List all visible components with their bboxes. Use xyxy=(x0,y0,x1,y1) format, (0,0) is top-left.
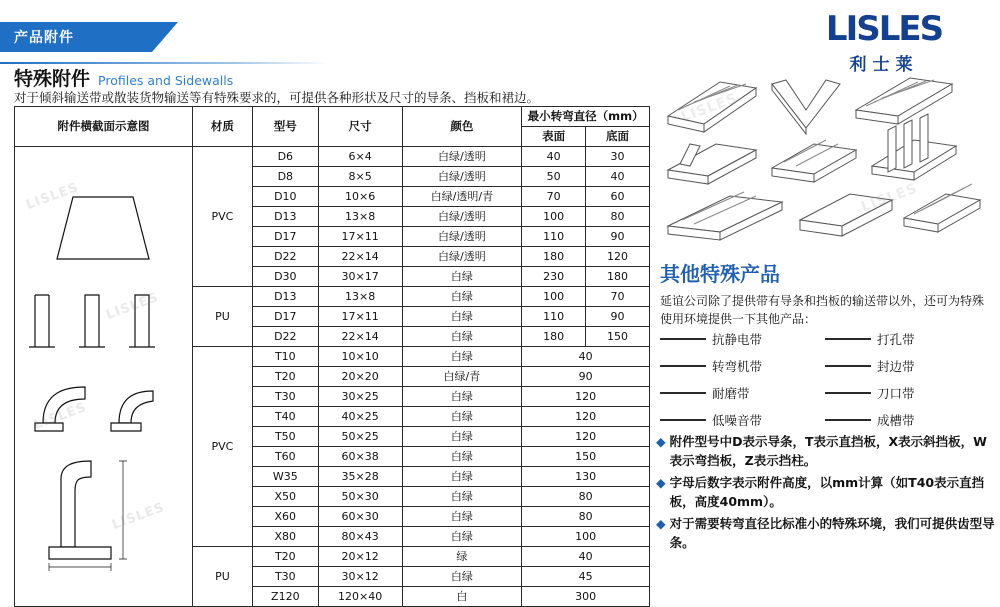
size-cell: 35×28 xyxy=(318,467,402,487)
product-list-item-label: 耐磨带 xyxy=(712,386,750,401)
size-cell: 40×25 xyxy=(318,407,402,427)
other-products-title: 其他特殊产品 xyxy=(660,262,780,286)
model-cell: D8 xyxy=(252,167,318,187)
surface-radius-cell: 110 xyxy=(522,307,586,327)
radius-cell: 120 xyxy=(522,407,650,427)
bottom-radius-cell: 70 xyxy=(586,287,650,307)
material-cell: PVC xyxy=(192,347,252,547)
note-item xyxy=(656,432,996,471)
product-list-item-label: 封边带 xyxy=(877,359,915,374)
model-cell: T20 xyxy=(252,367,318,387)
size-cell: 17×11 xyxy=(318,227,402,247)
bottom-radius-cell: 60 xyxy=(586,187,650,207)
col-header-color: 颜色 xyxy=(402,107,522,147)
bottom-radius-cell: 40 xyxy=(586,167,650,187)
product-list-item xyxy=(660,411,825,429)
dash-icon xyxy=(825,392,871,394)
material-cell: PU xyxy=(192,547,252,607)
logo-chinese-name: 利士莱 xyxy=(849,54,919,75)
product-list-item xyxy=(660,384,825,402)
radius-cell: 150 xyxy=(522,447,650,467)
spec-table-wrap xyxy=(14,106,650,607)
surface-radius-cell: 180 xyxy=(522,327,586,347)
note-item xyxy=(656,514,996,553)
other-products-list xyxy=(660,330,990,438)
size-cell: 50×30 xyxy=(318,487,402,507)
radius-cell: 300 xyxy=(522,587,650,607)
model-cell: T50 xyxy=(252,427,318,447)
model-cell: D10 xyxy=(252,187,318,207)
col-header-material: 材质 xyxy=(192,107,252,147)
radius-cell: 90 xyxy=(522,367,650,387)
header-row-top xyxy=(15,107,650,127)
surface-radius-cell: 40 xyxy=(522,147,586,167)
bottom-radius-cell: 180 xyxy=(586,267,650,287)
size-cell: 30×25 xyxy=(318,387,402,407)
spec-table-body xyxy=(15,147,650,607)
drawings-box: LISLES LISLES LISLES LISLES xyxy=(15,147,192,606)
product-list-item-label: 转弯机带 xyxy=(712,359,763,374)
size-cell: 20×20 xyxy=(318,367,402,387)
dash-icon xyxy=(660,419,706,421)
size-cell: 6×4 xyxy=(318,147,402,167)
surface-radius-cell: 180 xyxy=(522,247,586,267)
col-header-size: 尺寸 xyxy=(318,107,402,147)
size-cell: 60×30 xyxy=(318,507,402,527)
model-cell: T30 xyxy=(252,567,318,587)
bottom-radius-cell: 120 xyxy=(586,247,650,267)
product-list-item xyxy=(825,357,990,375)
size-cell: 22×14 xyxy=(318,247,402,267)
color-cell: 白绿 xyxy=(402,447,522,467)
dash-icon xyxy=(825,338,871,340)
note-text: 对于需要转弯直径比标准小的特殊环境，我们可提供齿型导条。 xyxy=(669,515,995,550)
size-cell: 60×38 xyxy=(318,447,402,467)
color-cell: 白绿 xyxy=(402,527,522,547)
color-cell: 白绿/透明 xyxy=(402,247,522,267)
surface-radius-cell: 100 xyxy=(522,207,586,227)
product-list-item xyxy=(825,330,990,348)
bottom-radius-cell: 90 xyxy=(586,227,650,247)
color-cell: 白绿 xyxy=(402,387,522,407)
color-cell: 白绿 xyxy=(402,507,522,527)
dash-icon xyxy=(660,365,706,367)
product-list-item-label: 刀口带 xyxy=(877,386,915,401)
page-title: 特殊附件 xyxy=(14,68,91,90)
size-cell: 8×5 xyxy=(318,167,402,187)
note-text: 附件型号中D表示导条，T表示直挡板，X表示斜挡板，W表示弯挡板，Z表示挡柱。 xyxy=(669,434,987,469)
color-cell: 白绿/透明 xyxy=(402,147,522,167)
size-cell: 13×8 xyxy=(318,287,402,307)
col-header-bottom: 底面 xyxy=(586,127,650,147)
bottom-radius-cell: 30 xyxy=(586,147,650,167)
model-cell: D17 xyxy=(252,307,318,327)
model-cell: T30 xyxy=(252,387,318,407)
model-cell: W35 xyxy=(252,467,318,487)
color-cell: 白绿 xyxy=(402,487,522,507)
bottom-radius-cell: 150 xyxy=(586,327,650,347)
dash-icon xyxy=(825,419,871,421)
size-cell: 30×12 xyxy=(318,567,402,587)
color-cell: 白绿 xyxy=(402,287,522,307)
profiles-svg xyxy=(660,70,990,255)
radius-cell: 100 xyxy=(522,527,650,547)
bottom-radius-cell: 90 xyxy=(586,307,650,327)
color-cell: 白绿/青 xyxy=(402,367,522,387)
size-cell: 13×8 xyxy=(318,207,402,227)
model-cell: D22 xyxy=(252,327,318,347)
spec-table xyxy=(14,106,650,607)
size-cell: 120×40 xyxy=(318,587,402,607)
watermark: LISLES xyxy=(859,180,920,216)
radius-cell: 45 xyxy=(522,567,650,587)
size-cell: 80×43 xyxy=(318,527,402,547)
size-cell: 50×25 xyxy=(318,427,402,447)
color-cell: 白绿 xyxy=(402,347,522,367)
color-cell: 白绿 xyxy=(402,427,522,447)
surface-radius-cell: 100 xyxy=(522,287,586,307)
col-header-model: 型号 xyxy=(252,107,318,147)
radius-cell: 120 xyxy=(522,427,650,447)
note-item xyxy=(656,473,996,512)
color-cell: 白绿 xyxy=(402,327,522,347)
model-cell: T40 xyxy=(252,407,318,427)
color-cell: 白绿 xyxy=(402,267,522,287)
model-cell: D22 xyxy=(252,247,318,267)
size-cell: 10×10 xyxy=(318,347,402,367)
model-cell: D30 xyxy=(252,267,318,287)
product-list-item-label: 成槽带 xyxy=(877,413,915,428)
model-cell: T10 xyxy=(252,347,318,367)
model-cell: Z120 xyxy=(252,587,318,607)
notes-list xyxy=(656,432,996,554)
col-header-surface: 表面 xyxy=(522,127,586,147)
profile-shapes-diagram xyxy=(660,70,990,255)
product-list-item xyxy=(825,411,990,429)
model-cell: D17 xyxy=(252,227,318,247)
size-cell: 17×11 xyxy=(318,307,402,327)
other-products-paragraph: 延谊公司除了提供带有导条和挡板的输送带以外，还可为特殊使用环境提供一下其他产品： xyxy=(660,294,985,326)
logo-wordmark: LISLES xyxy=(825,9,943,49)
material-cell: PVC xyxy=(192,147,252,287)
page-subtitle: 对于倾斜输送带或散装货物输送等有特殊要求的，可提供各种形状及尺寸的导条、挡板和裙边。 xyxy=(14,90,540,105)
radius-cell: 120 xyxy=(522,387,650,407)
color-cell: 白绿 xyxy=(402,467,522,487)
company-logo xyxy=(794,9,974,75)
surface-radius-cell: 110 xyxy=(522,227,586,247)
col-header-image: 附件横截面示意图 xyxy=(15,107,193,147)
model-cell: D13 xyxy=(252,287,318,307)
size-cell: 22×14 xyxy=(318,327,402,347)
model-cell: X80 xyxy=(252,527,318,547)
cross-section-svg xyxy=(15,147,191,587)
col-header-radius-group: 最小转弯直径（mm） xyxy=(522,107,650,127)
product-list-item xyxy=(660,330,825,348)
model-cell: X50 xyxy=(252,487,318,507)
color-cell: 白绿/透明/青 xyxy=(402,187,522,207)
dash-icon xyxy=(660,338,706,340)
page-title-row xyxy=(14,64,233,91)
model-cell: T20 xyxy=(252,547,318,567)
dash-icon xyxy=(825,365,871,367)
radius-cell: 80 xyxy=(522,507,650,527)
dash-icon xyxy=(660,392,706,394)
model-cell: D6 xyxy=(252,147,318,167)
header-badge-wrap xyxy=(0,22,340,62)
color-cell: 白 xyxy=(402,587,522,607)
material-cell: PU xyxy=(192,287,252,347)
product-illustrations xyxy=(660,70,990,255)
bottom-radius-cell: 80 xyxy=(586,207,650,227)
diamond-bullet-icon: ◆ xyxy=(656,515,666,531)
diamond-bullet-icon: ◆ xyxy=(656,434,666,449)
model-cell: T60 xyxy=(252,447,318,467)
product-list-item-label: 打孔带 xyxy=(877,332,915,347)
diamond-bullet-icon: ◆ xyxy=(656,474,666,490)
size-cell: 20×12 xyxy=(318,547,402,567)
table-row xyxy=(15,147,650,167)
size-cell: 30×17 xyxy=(318,267,402,287)
surface-radius-cell: 50 xyxy=(522,167,586,187)
section-badge: 产品附件 xyxy=(0,22,152,52)
page-title-english: Profiles and Sidewalls xyxy=(98,73,234,88)
product-list-item-label: 低噪音带 xyxy=(712,413,763,428)
cross-section-drawings-cell xyxy=(15,147,193,607)
color-cell: 白绿/透明 xyxy=(402,167,522,187)
surface-radius-cell: 230 xyxy=(522,267,586,287)
product-list-item xyxy=(660,357,825,375)
surface-radius-cell: 70 xyxy=(522,187,586,207)
product-list-item-label: 抗静电带 xyxy=(712,332,763,347)
color-cell: 白绿 xyxy=(402,307,522,327)
note-text: 字母后数字表示附件高度，以mm计算（如T40表示直挡板，高度40mm）。 xyxy=(669,474,985,510)
color-cell: 白绿 xyxy=(402,567,522,587)
radius-cell: 80 xyxy=(522,487,650,507)
badge-tail-shape xyxy=(152,22,178,52)
color-cell: 白绿 xyxy=(402,407,522,427)
model-cell: X60 xyxy=(252,507,318,527)
size-cell: 10×6 xyxy=(318,187,402,207)
color-cell: 白绿/透明 xyxy=(402,227,522,247)
color-cell: 绿 xyxy=(402,547,522,567)
radius-cell: 130 xyxy=(522,467,650,487)
radius-cell: 40 xyxy=(522,347,650,367)
model-cell: D13 xyxy=(252,207,318,227)
spec-table-head xyxy=(15,107,650,147)
product-list-item xyxy=(825,384,990,402)
color-cell: 白绿/透明 xyxy=(402,207,522,227)
radius-cell: 40 xyxy=(522,547,650,567)
